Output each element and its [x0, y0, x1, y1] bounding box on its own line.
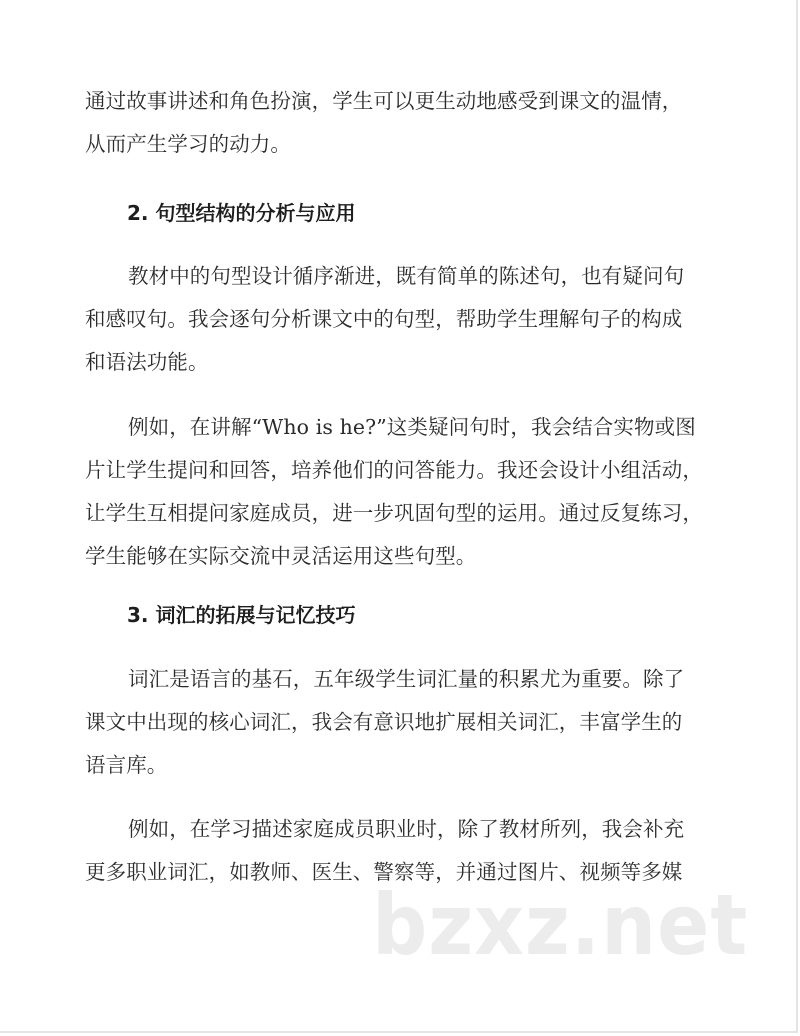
- paragraph-line: 片让学生提问和回答，培养他们的问答能力。我还会设计小组活动，: [85, 458, 703, 482]
- paragraph-line: 课文中出现的核心词汇，我会有意识地扩展相关词汇，丰富学生的: [85, 710, 683, 734]
- paragraph-line: 从而产生学习的动力。: [85, 132, 291, 156]
- paragraph-line: 语言库。: [85, 753, 168, 777]
- paragraph-line: 例如，在讲解“Who is he?”这类疑问句时，我会结合实物或图: [128, 415, 696, 439]
- paragraph-line: 教材中的句型设计循序渐进，既有简单的陈述句，也有疑问句: [128, 264, 685, 288]
- paragraph-line: 让学生互相提问家庭成员，进一步巩固句型的运用。通过反复练习，: [85, 501, 703, 525]
- paragraph-line: 通过故事讲述和角色扮演，学生可以更生动地感受到课文的温情，: [85, 89, 683, 113]
- paragraph-line: 和感叹句。我会逐句分析课文中的句型，帮助学生理解句子的构成: [85, 307, 683, 331]
- section-heading: 3. 词汇的拓展与记忆技巧: [127, 603, 356, 627]
- watermark: bzxz.net: [372, 876, 749, 974]
- paragraph-line: 词汇是语言的基石，五年级学生词汇量的积累尤为重要。除了: [128, 667, 685, 691]
- paragraph-line: 更多职业词汇，如教师、医生、警察等，并通过图片、视频等多媒: [85, 860, 683, 884]
- section-heading: 2. 句型结构的分析与应用: [127, 201, 356, 225]
- paragraph-line: 学生能够在实际交流中灵活运用这些句型。: [85, 544, 477, 568]
- paragraph-line: 和语法功能。: [85, 350, 209, 374]
- paragraph-line: 例如，在学习描述家庭成员职业时，除了教材所列，我会补充: [128, 817, 685, 841]
